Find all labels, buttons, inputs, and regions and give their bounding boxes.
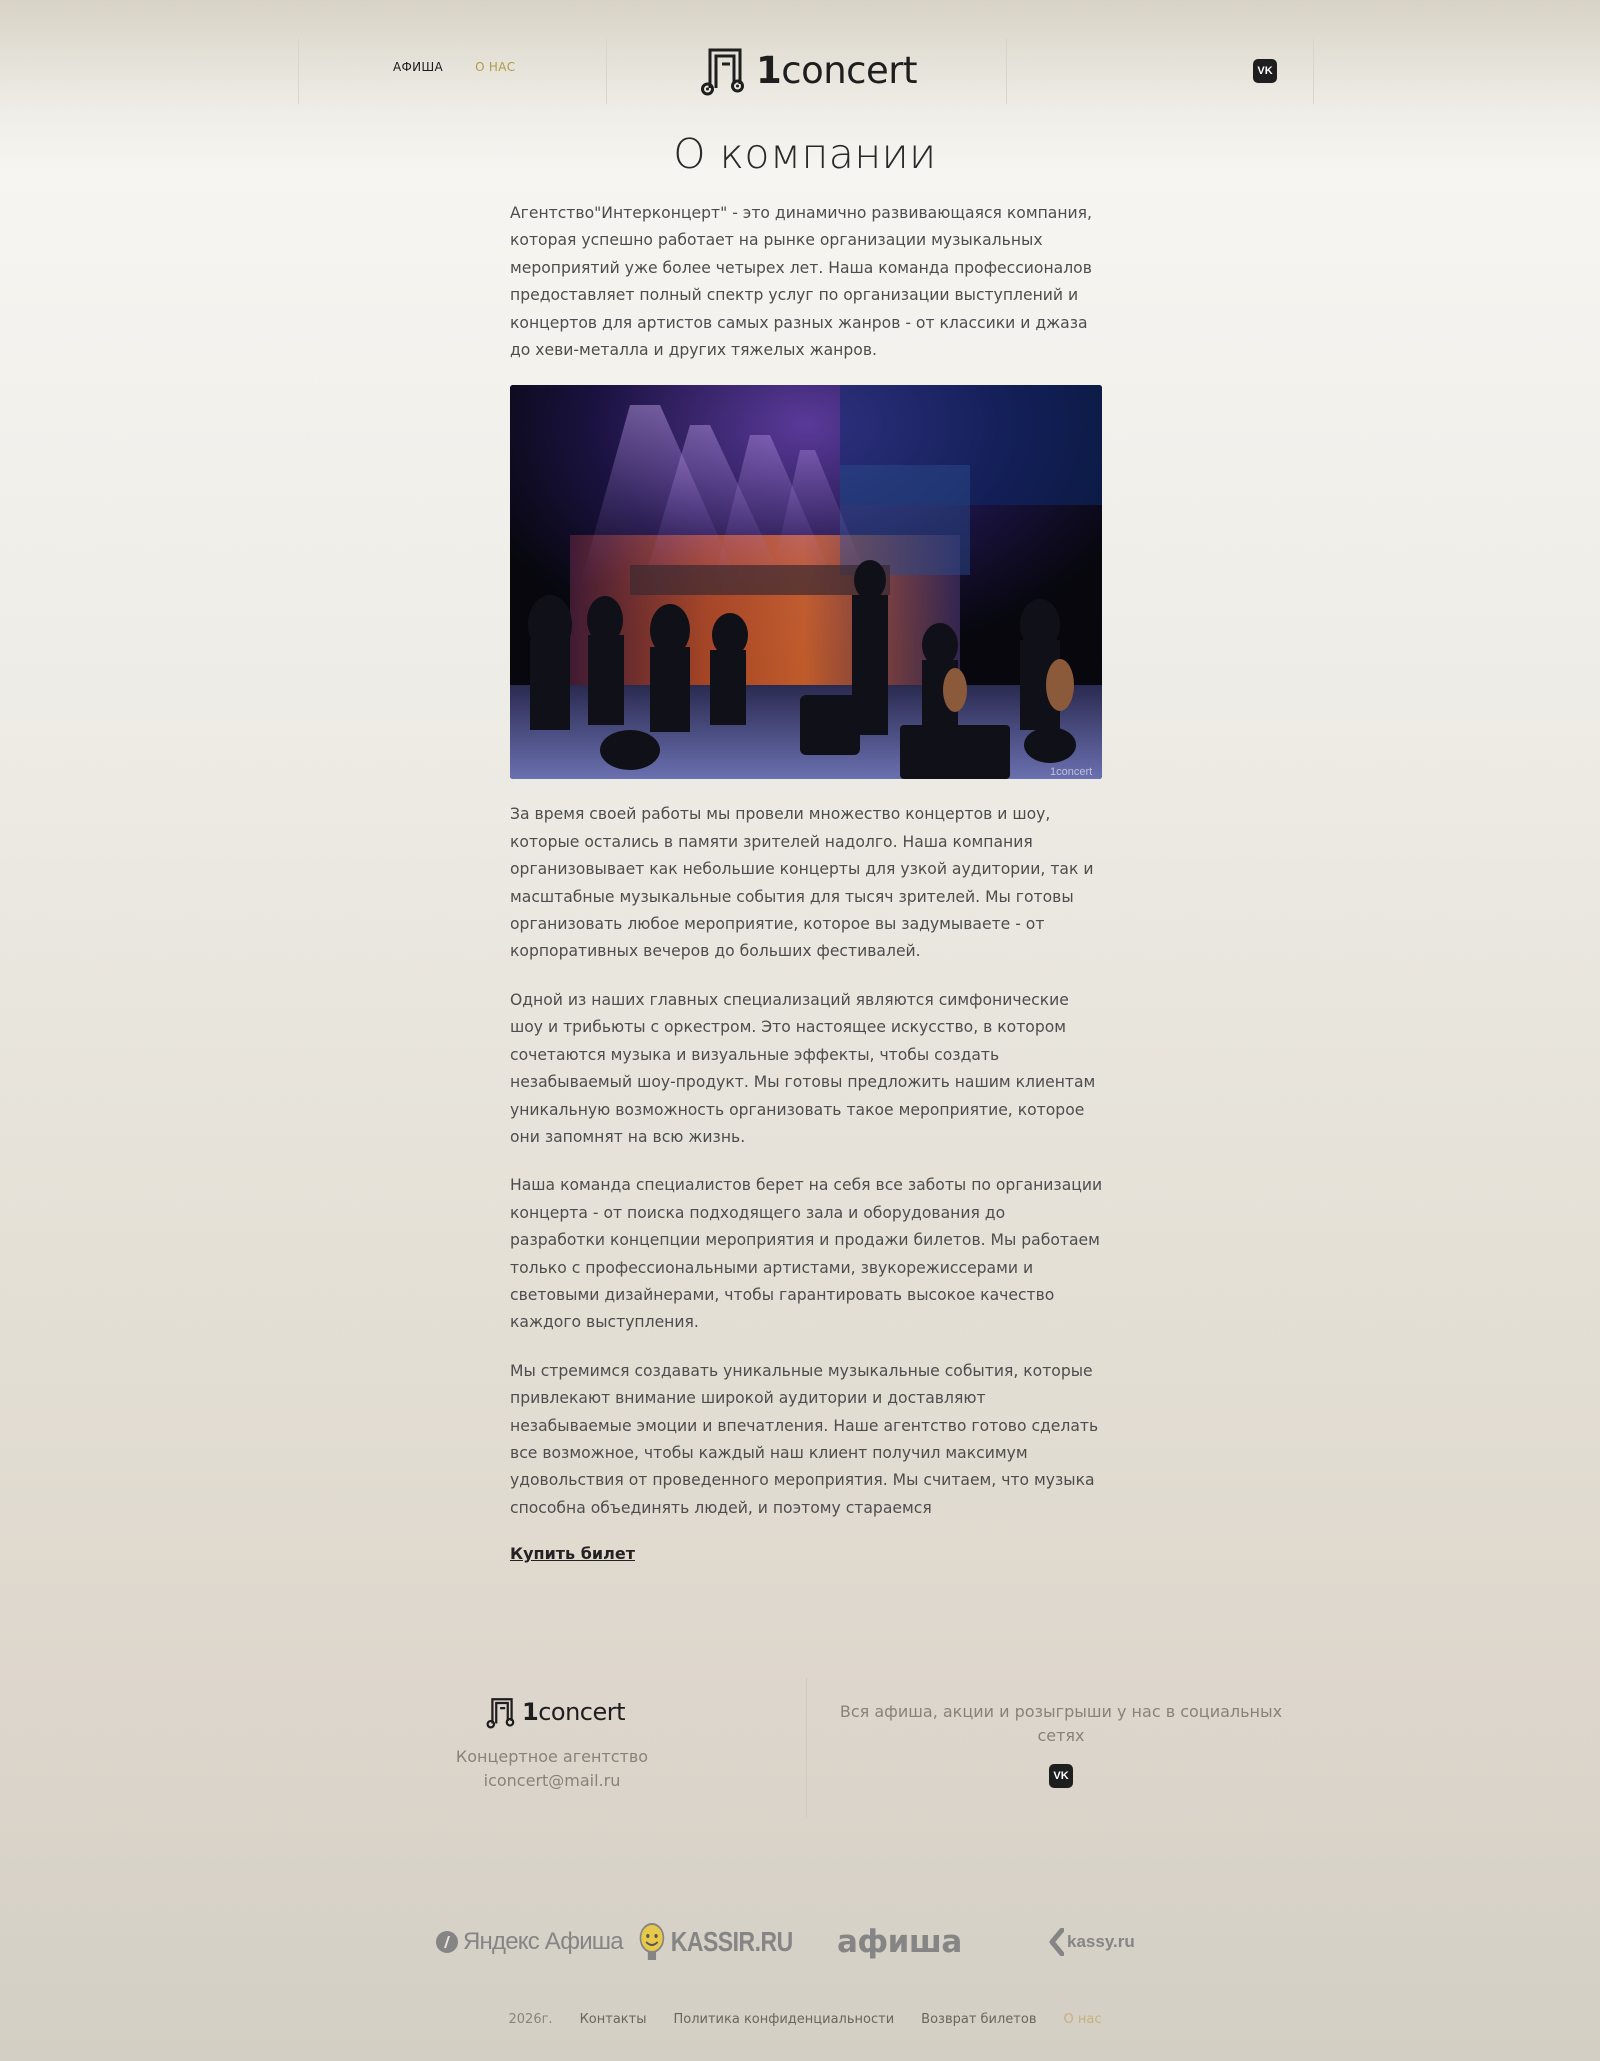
site-logo[interactable] [700, 42, 917, 98]
vk-icon[interactable]: VK [1253, 59, 1277, 83]
orchestra-stage-image [510, 385, 1102, 779]
footer-logo-text: 1concert [522, 1698, 626, 1726]
header-nav-cell [298, 38, 606, 104]
yandex-afisha-icon [435, 1930, 459, 1954]
paragraph-experience: За время своей работы мы провели множество концертов и шоу, которые остались в памяти зрителей надолго. Наша компания организовывает как небольшие концерты для узкой аудитории, так и масштабные музыкальные события для тысяч зрителей. Мы готовы организовать любое мероприятие, которое вы задумываете - от корпоративных вечеров до больших фестивалей. [510, 805, 1094, 961]
partner-logos [430, 1920, 1190, 1964]
partner-afisha[interactable]: афиша [837, 1924, 962, 1960]
footer-link-contacts[interactable]: Контакты [579, 2012, 647, 2027]
music-note-logo-icon [486, 1694, 518, 1730]
footer-link-refund[interactable]: Возврат билетов [921, 2012, 1037, 2027]
main-nav [393, 60, 515, 74]
partner-kassy[interactable]: kassy.ru [1048, 1920, 1135, 1964]
about-content [510, 200, 1104, 1563]
intro-paragraph: Агентство"Интерконцерт" - это динамично развивающаяся компания, которая успешно работает на рынке организации музыкальных мероприятий уже более четырех лет. Наша команда профессионалов предоставляет полный спектр услуг по организации выступлений и концертов для артистов самых разных жанров - от классики и джаза до хеви-металла и других тяжелых жанров. [510, 204, 1093, 360]
footer-link-about[interactable]: О нас [1063, 2012, 1102, 2027]
paragraph-mission: Мы стремимся создавать уникальные музыкальные события, которые привлекают внимание широкой аудитории и доставляют незабываемые эмоции и впечатления. Наше агентство готово сделать все возможное, чтобы каждый наш клиент получил максимум удовольствия от проведенного мероприятия. Мы считаем, что музыка способна объединять людей, и поэтому стараемся [510, 1361, 1099, 1517]
footer-bottom-links [0, 2012, 1600, 2027]
partner-yandex-afisha[interactable]: Яндекс Афиша [435, 1920, 623, 1964]
agency-label: Концертное агентство [455, 1747, 649, 1766]
footer-divider [806, 1678, 807, 1818]
footer-social-text: Вся афиша, акции и розыгрыши у нас в социальных сетях [839, 1702, 1283, 1745]
logo-text: 1concert [756, 48, 918, 92]
footer-agency-info [402, 1745, 702, 1793]
page-title: О компании [673, 130, 937, 178]
paragraph-team: Наша команда специалистов берет на себя все заботы по организации концерта - от поиска подходящего зала и оборудования до разработки концепции мероприятия и продажи билетов. Мы работаем только с профессиональными артистами, звукорежиссерами и световыми дизайнерами, чтобы гарантировать высокое качество каждого выступления. [510, 1176, 1103, 1332]
footer-logo[interactable] [486, 1694, 625, 1730]
site-header [298, 38, 1314, 104]
photo-watermark: 1concert [1050, 766, 1093, 779]
vk-icon[interactable]: VK [1049, 1764, 1073, 1788]
nav-link-about[interactable]: О НАС [475, 60, 516, 74]
music-note-logo-icon [700, 42, 750, 98]
concert-photo [510, 385, 1102, 779]
agency-email[interactable]: iconcert@mail.ru [483, 1771, 621, 1790]
header-social-cell [1006, 38, 1314, 104]
buy-ticket-link[interactable]: Купить билет [510, 1544, 635, 1564]
partner-kassir[interactable]: KASSIR.RU [638, 1920, 793, 1964]
kassir-mascot-icon [638, 1922, 666, 1962]
paragraph-specialization: Одной из наших главных специализаций являются симфонические шоу и трибьюты с оркестром. Это настоящее искусство, в котором сочетаются музыка и визуальные эффекты, чтобы создать незабываемый шоу-продукт. Мы готовы предложить нашим клиентам уникальную возможность организовать такое мероприятие, которое они запомнят на всю жизнь. [510, 990, 1096, 1146]
footer-link-privacy[interactable]: Политика конфиденциальности [673, 2012, 895, 2027]
footer-year: 2026г. [508, 2012, 553, 2027]
nav-link-afisha[interactable]: АФИША [393, 60, 444, 74]
header-logo-cell [606, 38, 1006, 104]
kassy-icon [1048, 1928, 1064, 1956]
